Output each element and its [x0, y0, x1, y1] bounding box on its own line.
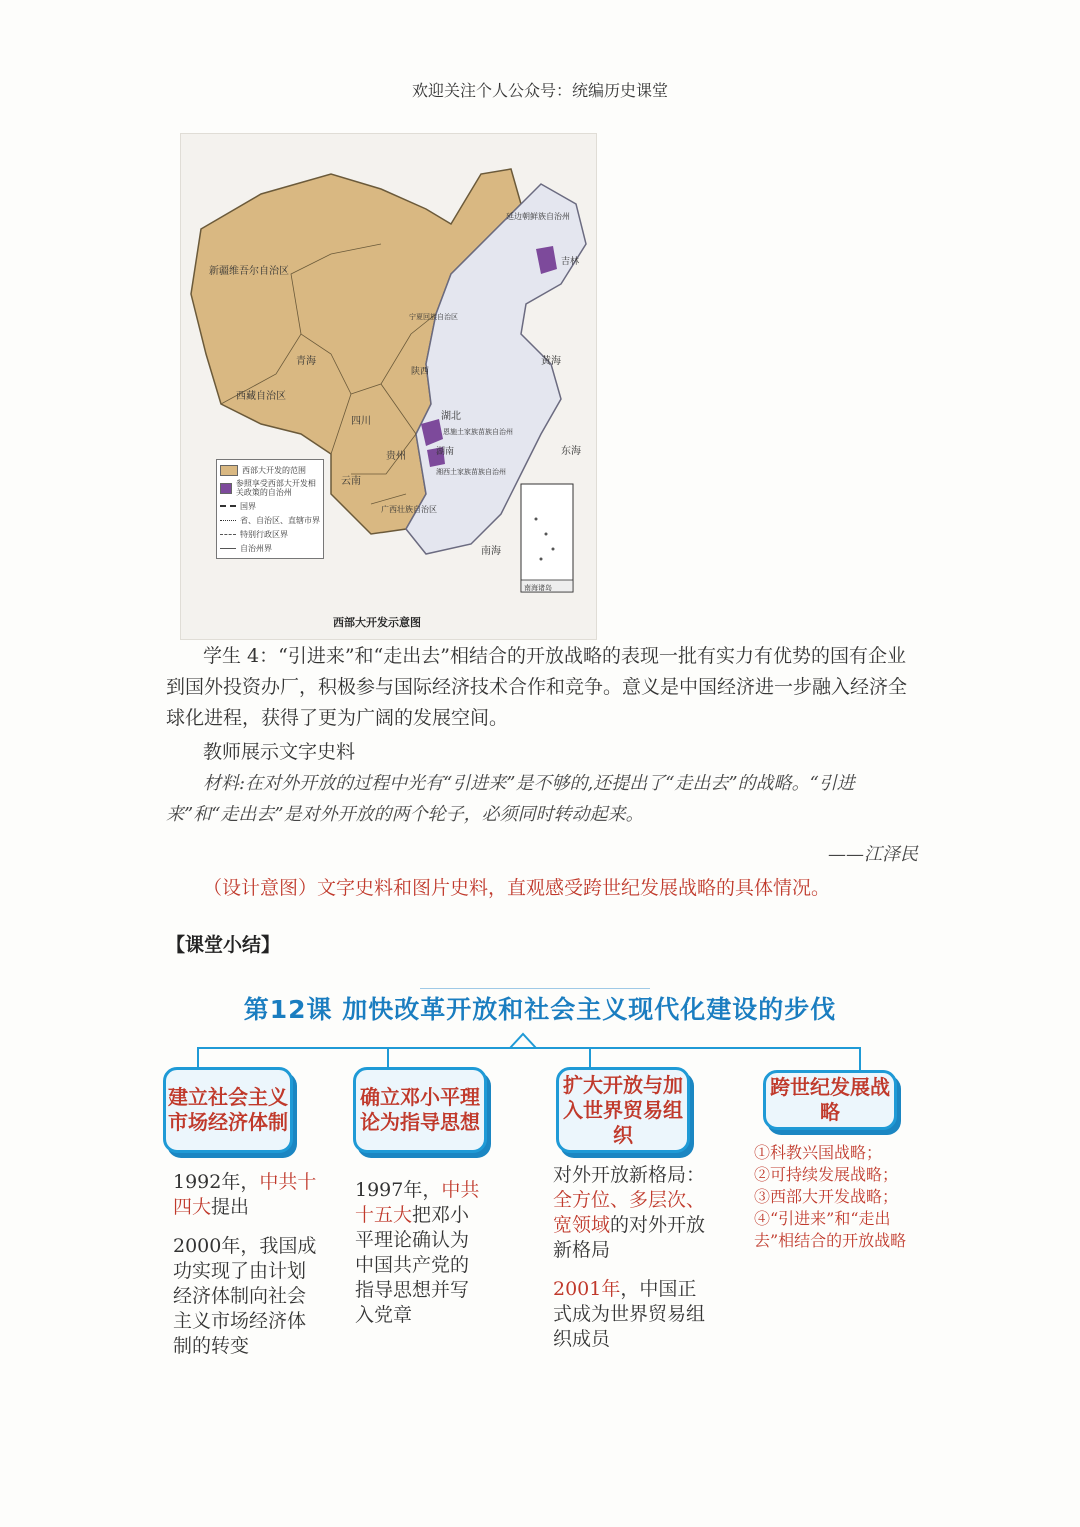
col-market-economy [173, 1170, 321, 1373]
title-rule [420, 988, 650, 989]
legend-sar-border: 特别行政区界 [220, 527, 320, 541]
label-yellow-sea: 黄海 [541, 356, 561, 367]
quote-signature: ——江泽民 [828, 844, 918, 865]
label-ningxia: 宁夏回族自治区 [409, 313, 458, 321]
lesson-title: 第12课 加快改革开放和社会主义现代化建设的步伐 [243, 995, 837, 1024]
col3-item-new-pattern: 对外开放新格局：全方位、多层次、宽领域的对外开放新格局 [553, 1164, 706, 1261]
label-sichuan: 四川 [351, 416, 371, 427]
label-tibet: 西藏自治区 [236, 391, 286, 402]
col2-item-1997: 1997年，中共十五大把邓小平理论确认为中国共产党的指导思想并写入党章 [355, 1179, 480, 1326]
map-caption: 西部大开发示意图 [333, 616, 421, 629]
legend-province-border: 省、自治区、直辖市界 [220, 513, 320, 527]
teacher-show-line: 教师展示文字史料 [203, 741, 356, 763]
label-east-sea: 东海 [561, 446, 581, 457]
legend-national-border: 国界 [220, 499, 320, 513]
legend-prefecture-border: 自治州界 [220, 541, 320, 555]
strategy-4: ④“引进来”和“走出去”相结合的开放战略 [754, 1209, 907, 1250]
box-cross-century: 跨世纪发展战略 [763, 1070, 897, 1130]
label-yunnan: 云南 [341, 476, 361, 487]
col-strategies [754, 1142, 914, 1252]
label-enshi: 恩施土家族苗族自治州 [443, 428, 513, 436]
student4-paragraph: 学生 4：“引进来”和“走出去”相结合的开放战略的表现一批有实力有优势的国有企业到国外投资办厂，积极参与国际经济技术合作和竞争。意义是中国经济进一步融入经济全球化进程，获得了更为广阔的发展空间。 [166, 645, 908, 729]
china-map-graphic [181, 134, 596, 639]
box-market-economy: 建立社会主义市场经济体制 [163, 1067, 293, 1153]
western-development-map [180, 133, 597, 640]
col1-item-2000: 2000年，我国成功实现了由计划经济体制向社会主义市场经济体制的转变 [173, 1235, 317, 1357]
col-deng-theory [355, 1178, 480, 1342]
page-header: 欢迎关注个人公众号：统编历史课堂 [411, 81, 668, 100]
label-xiangxi: 湘西土家族苗族自治州 [436, 468, 506, 476]
bracket-connector [180, 1028, 880, 1073]
strategy-2: ②可持续发展战略； [754, 1165, 899, 1184]
label-qinghai: 青海 [296, 356, 316, 367]
label-jilin: 吉林 [561, 257, 580, 267]
label-yanbian: 延边朝鲜族自治州 [506, 212, 570, 221]
label-hunan: 湖南 [436, 447, 455, 457]
material-quote: 材料:在对外开放的过程中光有“引进来”是不够的,还提出了“走出去”的战略。“引进来”和“走出去”是对外开放的两个轮子，必须同时转动起来。 [166, 773, 855, 825]
label-xinjiang: 新疆维吾尔自治区 [209, 266, 289, 277]
design-intent: （设计意图）文字史料和图片史料，直观感受跨世纪发展战略的具体情况。 [203, 877, 831, 899]
label-guangxi: 广西壮族自治区 [381, 505, 437, 514]
col3-item-2001: 2001年，中国正式成为世界贸易组织成员 [553, 1278, 706, 1350]
strategy-3: ③西部大开发战略； [754, 1187, 899, 1206]
label-hubei: 湖北 [441, 411, 461, 422]
strategy-1: ①科教兴国战略； [754, 1143, 883, 1162]
label-shaanxi: 陕西 [411, 367, 430, 377]
box-wto: 扩大开放与加入世界贸易组织 [556, 1067, 690, 1153]
legend-western-range: 西部大开发的范围 [220, 463, 320, 477]
col1-item-1992: 1992年，中共十四大提出 [173, 1171, 317, 1218]
box-deng-theory: 确立邓小平理论为指导思想 [353, 1067, 487, 1153]
map-legend [216, 459, 324, 559]
col-wto [553, 1163, 708, 1366]
label-south-sea: 南海 [481, 546, 501, 557]
label-south-sea-islands: 南海诸岛 [524, 584, 552, 592]
label-guizhou: 贵州 [386, 451, 406, 462]
legend-autonomous-prefecture-policy: 参照享受西部大开发相关政策的自治州 [220, 477, 320, 499]
summary-heading: 【课堂小结】 [166, 934, 281, 956]
